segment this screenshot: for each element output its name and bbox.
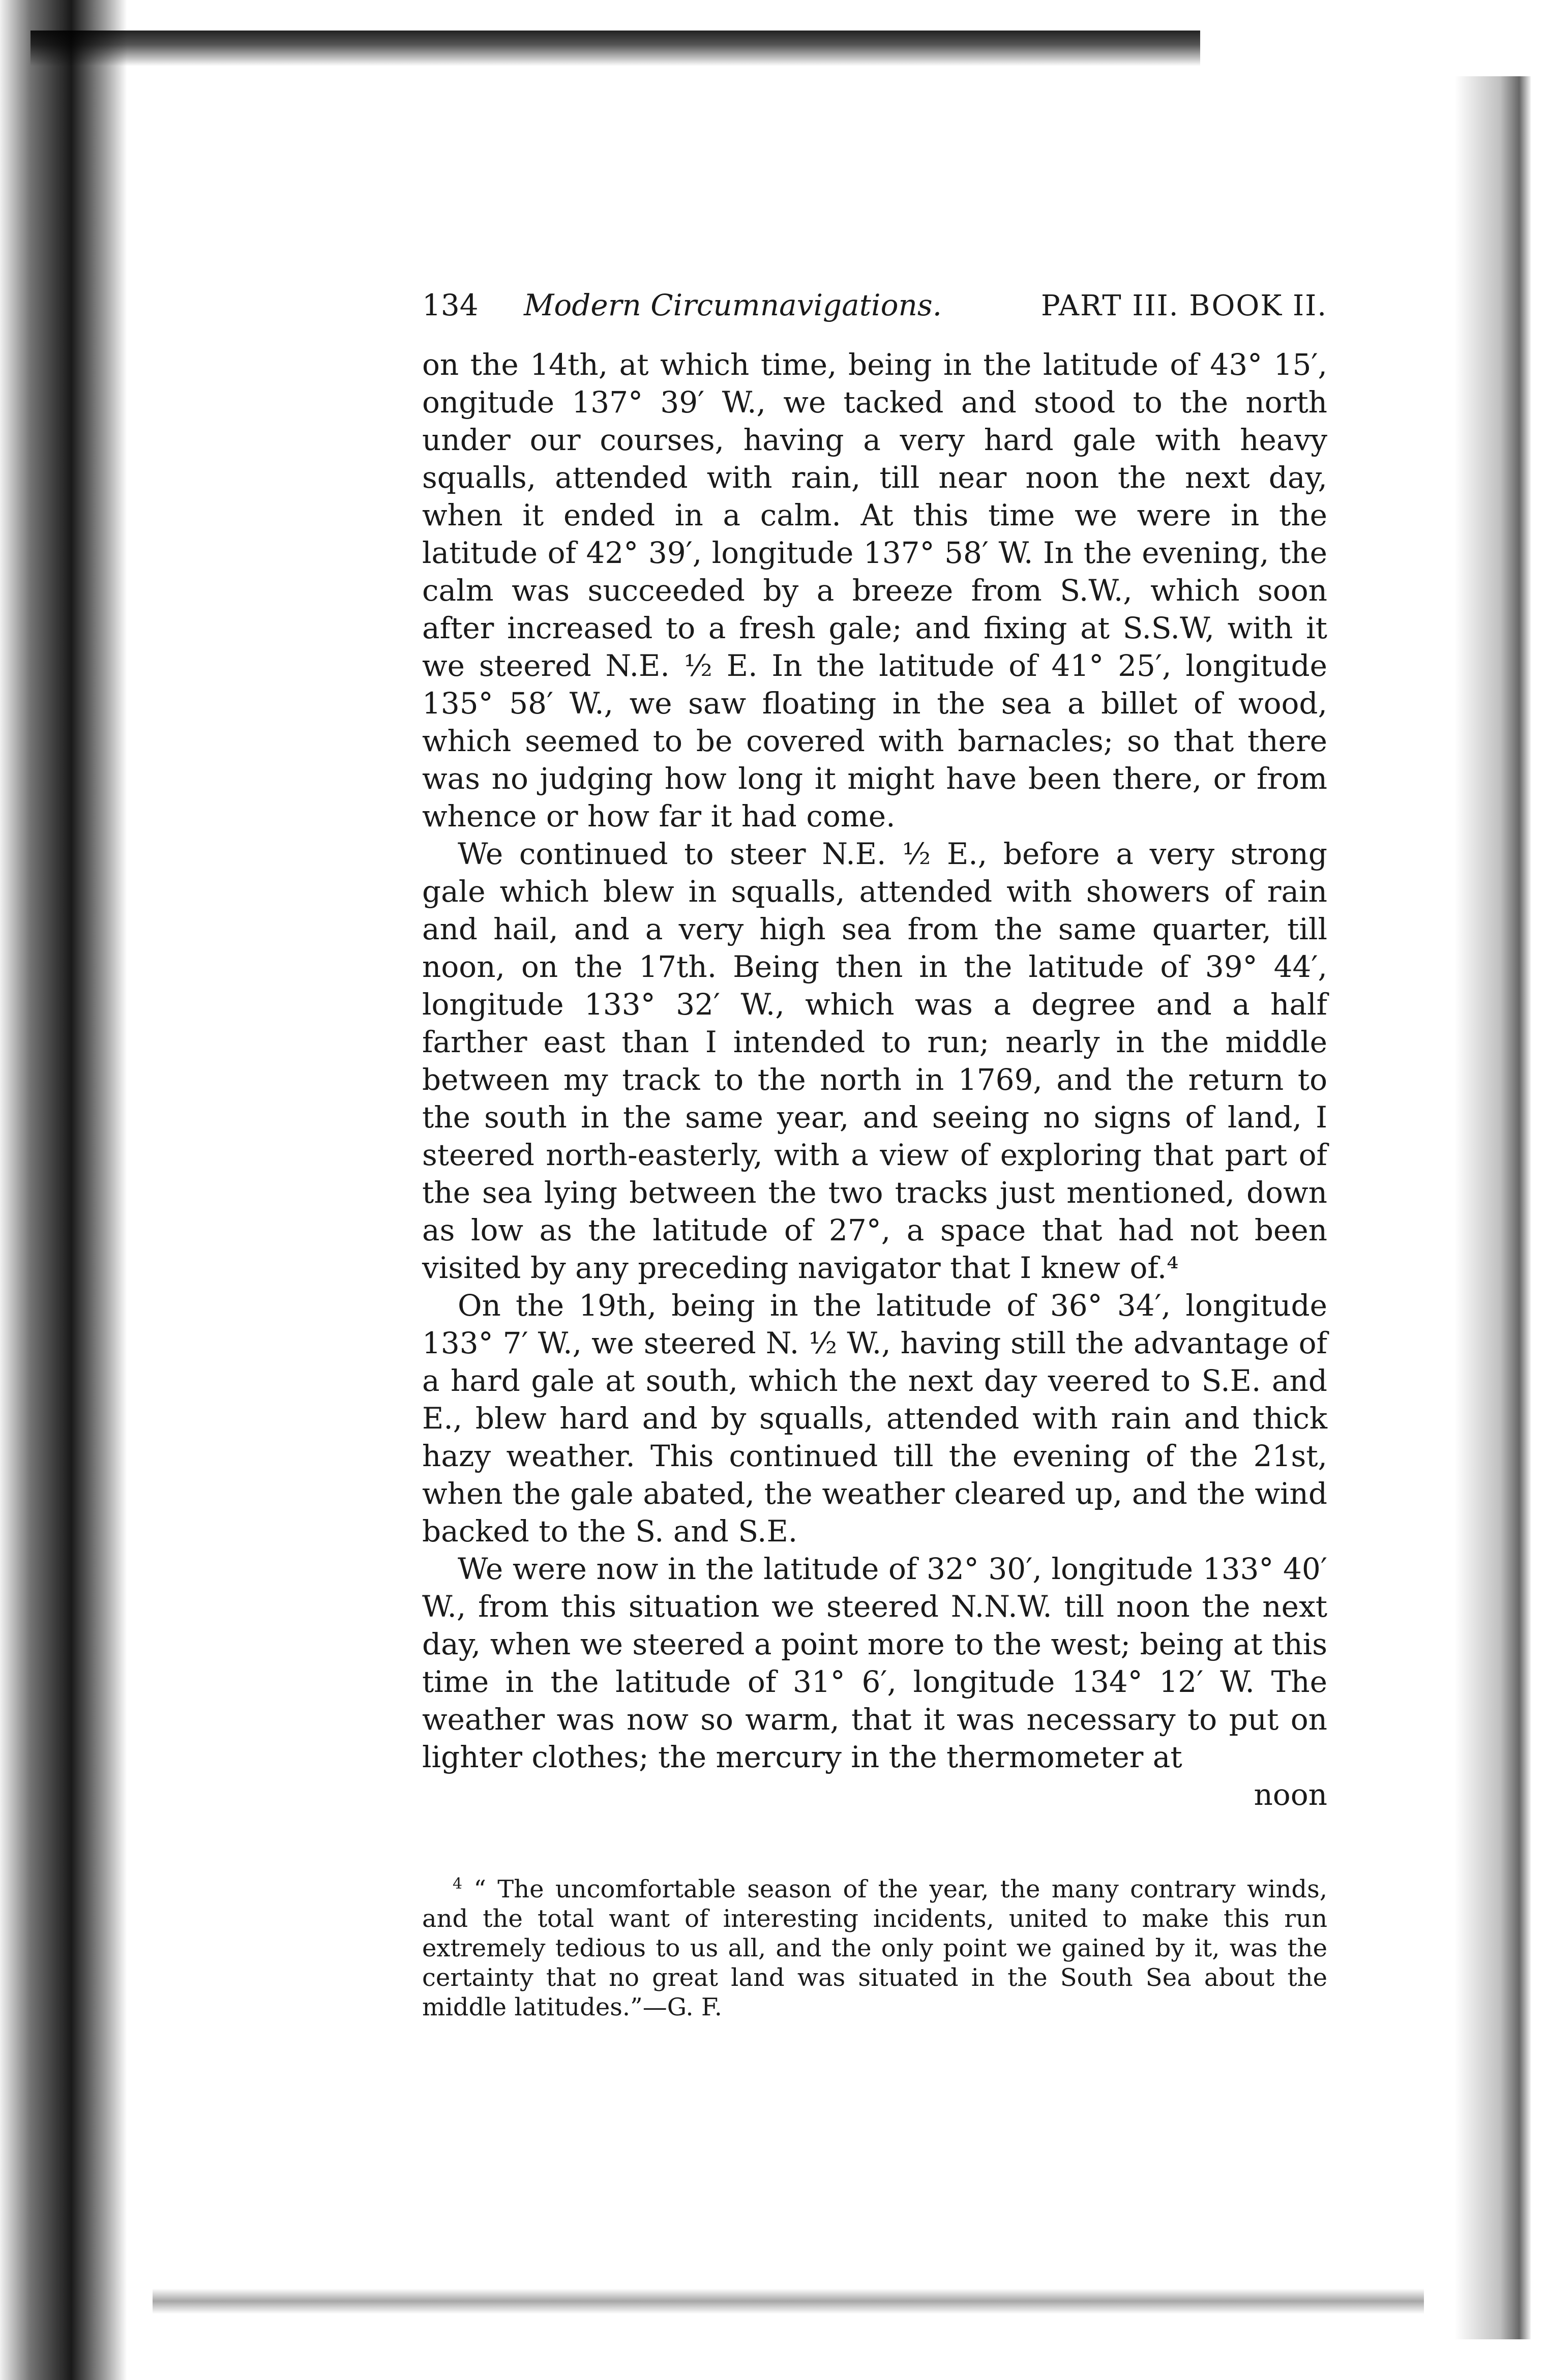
page-number: 134	[422, 288, 479, 322]
book-page	[422, 285, 1327, 2022]
body-text	[422, 346, 1327, 1776]
part-label: PART III. BOOK II.	[1041, 289, 1327, 322]
paragraph: On the 19th, being in the latitude of 36° 34′, longitude 133° 7′ W., we steered N. ½ W., having still the advantage of a hard gale at south, which the next day veered to S.E. and E., blew hard and by squalls, attended with rain and thick hazy weather. This continued till the evening of the 21st, when the gale abated, the weather cleared up, and the wind backed to the S. and S.E.	[422, 1288, 1327, 1549]
page-edge-shadow-right	[1454, 76, 1531, 2339]
paragraph: We were now in the latitude of 32° 30′, longitude 133° 40′ W., from this situation we steered N.N.W. till noon the next day, when we steered a point more to the west; being at this time in the latitude of 31° 6′, longitude 134° 12′ W. The weather was now so warm, that it was necessary to put on lighter clothes; the mercury in the thermometer at	[422, 1552, 1327, 1774]
running-head	[422, 285, 1327, 325]
catchword: noon	[1254, 1777, 1327, 1812]
footnote	[422, 1869, 1327, 2022]
page-edge-shadow-bottom	[153, 2288, 1424, 2314]
page-edge-shadow-left	[0, 0, 127, 2380]
paragraph: We continued to steer N.E. ½ E., before a very strong gale which blew in squalls, attended with showers of rain and hail, and a very high sea from the same quarter, till noon, on the 17th. Being then in the latitude of 39° 44′, longitude 133° 32′ W., which was a degree and a half farther east than I intended to run; nearly in the middle between my track to the north in 1769, and the return to the south in the same year, and seeing no signs of land, I steered north-easterly, with a view of exploring that part of the sea lying between the two tracks just mentioned, down as low as the latitude of 27°, a space that had not been visited by any preceding navigator that I knew of.⁴	[422, 837, 1327, 1285]
page-edge-shadow-top	[31, 31, 1200, 66]
running-title: Modern Circumnavigations.	[524, 288, 942, 322]
footnote-text: “ The uncomfortable season of the year, the many contrary winds, and the total want of interesting incidents, united to make this run extremely tedious to us all, and the only point we gained by it, was the certainty that no great land was situated in the South Sea about the middle latitudes.”—G. F.	[422, 1875, 1328, 2021]
footnote-marker: 4	[453, 1875, 463, 1893]
paragraph: on the 14th, at which time, being in the latitude of 43° 15′, ongitude 137° 39′ W., we tacked and stood to the north under our courses, having a very hard gale with heavy squalls, attended with rain, till near noon the next day, when it ended in a calm. At this time we were in the latitude of 42° 39′, longitude 137° 58′ W. In the evening, the calm was succeeded by a breeze from S.W., which soon after increased to a fresh gale; and fixing at S.S.W, with it we steered N.E. ½ E. In the latitude of 41° 25′, longitude 135° 58′ W., we saw floating in the sea a billet of wood, which seemed to be covered with barnacles; so that there was no judging how long it might have been there, or from whence or how far it had come.	[422, 347, 1327, 834]
